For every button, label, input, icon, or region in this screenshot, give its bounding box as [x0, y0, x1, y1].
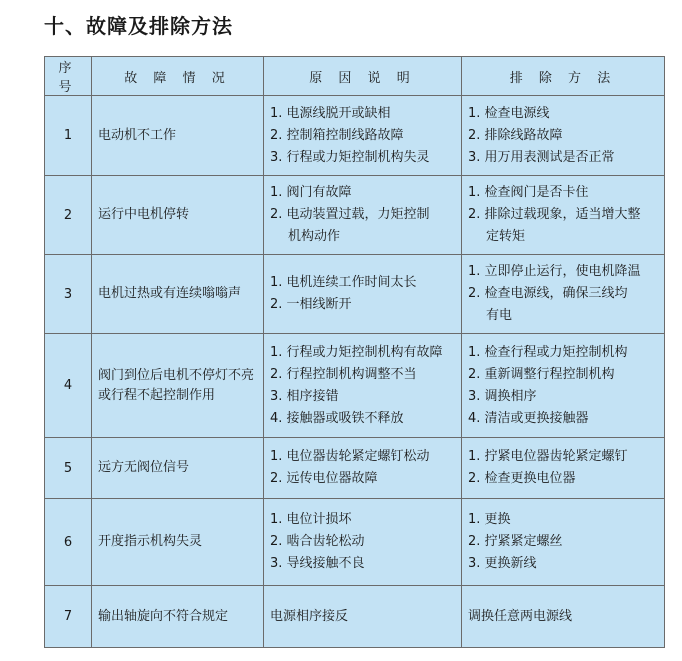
- fault-description: 开度指示机构失灵: [92, 499, 264, 586]
- cause-item: 1. 电源线脱开或缺相: [270, 105, 391, 121]
- remedy-list: [462, 334, 665, 438]
- cause-item: 2. 远传电位器故障: [270, 471, 378, 486]
- cause-item: 1. 电机连续工作时间太长: [270, 275, 417, 290]
- cause-item: 4. 接触器或吸铁不释放: [270, 410, 404, 426]
- section-title: 十、故障及排除方法: [44, 14, 233, 38]
- remedy-item: 3. 用万用表测试是否正常: [468, 149, 615, 165]
- cause-item: 3. 相序接错: [270, 388, 339, 404]
- remedy-item: 1. 立即停止运行，使电机降温: [468, 264, 641, 279]
- cause-item: 2. 电动装置过载，力矩控制: [270, 207, 430, 222]
- remedy-item: 2. 排除线路故障: [468, 127, 563, 143]
- remedy-list: [462, 499, 665, 586]
- header-row: [45, 57, 665, 96]
- cause-item: 1. 阀门有故障: [270, 185, 352, 200]
- remedy-list: [462, 438, 665, 499]
- cause-item: 2. 啮合齿轮松动: [270, 534, 365, 549]
- remedy-item: 2. 检查电源线，确保三线均: [468, 286, 628, 301]
- table-row: [45, 96, 665, 176]
- row-number: 1: [45, 96, 92, 176]
- remedy-item: 4. 清洁或更换接触器: [468, 410, 589, 426]
- remedy-list: [462, 586, 665, 648]
- cause-item: 2. 控制箱控制线路故障: [270, 127, 404, 143]
- remedy-item: 调换任意两电源线: [468, 608, 573, 624]
- row-number: 4: [45, 334, 92, 438]
- remedy-item: 1. 检查行程或力矩控制机构: [468, 344, 628, 360]
- fault-description: 阀门到位后电机不停灯不亮或行程不起控制作用: [92, 334, 264, 438]
- cause-list: [264, 96, 462, 176]
- fault-description: 远方无阀位信号: [92, 438, 264, 499]
- header-fault: 故 障 情 况: [92, 57, 264, 96]
- remedy-item: 3. 调换相序: [468, 388, 537, 404]
- cause-item: 3. 行程或力矩控制机构失灵: [270, 149, 430, 165]
- cause-list: [264, 586, 462, 648]
- cause-list: [264, 255, 462, 334]
- cause-item: 2. 行程控制机构调整不当: [270, 366, 417, 382]
- cause-item: 电源相序接反: [270, 608, 349, 624]
- cause-item-continued: 机构动作: [288, 229, 341, 244]
- header-cause: 原 因 说 明: [264, 57, 462, 96]
- remedy-item: 1. 检查电源线: [468, 105, 550, 121]
- remedy-item: 2. 排除过载现象，适当增大整: [468, 207, 641, 222]
- fault-description: 输出轴旋向不符合规定: [92, 586, 264, 648]
- fault-description: 运行中电机停转: [92, 176, 264, 255]
- row-number: 7: [45, 586, 92, 648]
- table-row: [45, 334, 665, 438]
- cause-item: 1. 行程或力矩控制机构有故障: [270, 344, 443, 360]
- remedy-item: 2. 拧紧紧定螺丝: [468, 534, 563, 549]
- cause-list: [264, 334, 462, 438]
- fault-description: 电动机不工作: [92, 96, 264, 176]
- cause-item: 1. 电位器齿轮紧定螺钉松动: [270, 449, 430, 464]
- remedy-item: 3. 更换新线: [468, 556, 537, 571]
- remedy-item: 2. 检查更换电位器: [468, 471, 576, 486]
- cause-list: [264, 499, 462, 586]
- table-row: [45, 255, 665, 334]
- cause-item: 2. 一相线断开: [270, 297, 352, 312]
- row-number: 6: [45, 499, 92, 586]
- remedy-item-continued: 有电: [486, 308, 513, 323]
- fault-description: 电机过热或有连续嗡嗡声: [92, 255, 264, 334]
- table-row: [45, 586, 665, 648]
- table-row: [45, 438, 665, 499]
- fault-table: [44, 56, 665, 648]
- remedy-item: 1. 检查阀门是否卡住: [468, 185, 589, 200]
- cause-list: [264, 438, 462, 499]
- remedy-item: 1. 拧紧电位器齿轮紧定螺钉: [468, 449, 628, 464]
- table-row: [45, 176, 665, 255]
- row-number: 3: [45, 255, 92, 334]
- table-row: [45, 499, 665, 586]
- row-number: 5: [45, 438, 92, 499]
- remedy-item: 1. 更换: [468, 512, 511, 527]
- remedy-item: 2. 重新调整行程控制机构: [468, 366, 615, 382]
- cause-item: 3. 导线接触不良: [270, 556, 365, 571]
- header-remedy: 排 除 方 法: [462, 57, 665, 96]
- remedy-item-continued: 定转矩: [486, 229, 526, 244]
- remedy-list: [462, 176, 665, 255]
- header-no: 序号: [45, 57, 92, 96]
- row-number: 2: [45, 176, 92, 255]
- remedy-list: [462, 96, 665, 176]
- remedy-list: [462, 255, 665, 334]
- cause-item: 1. 电位计损坏: [270, 512, 352, 527]
- cause-list: [264, 176, 462, 255]
